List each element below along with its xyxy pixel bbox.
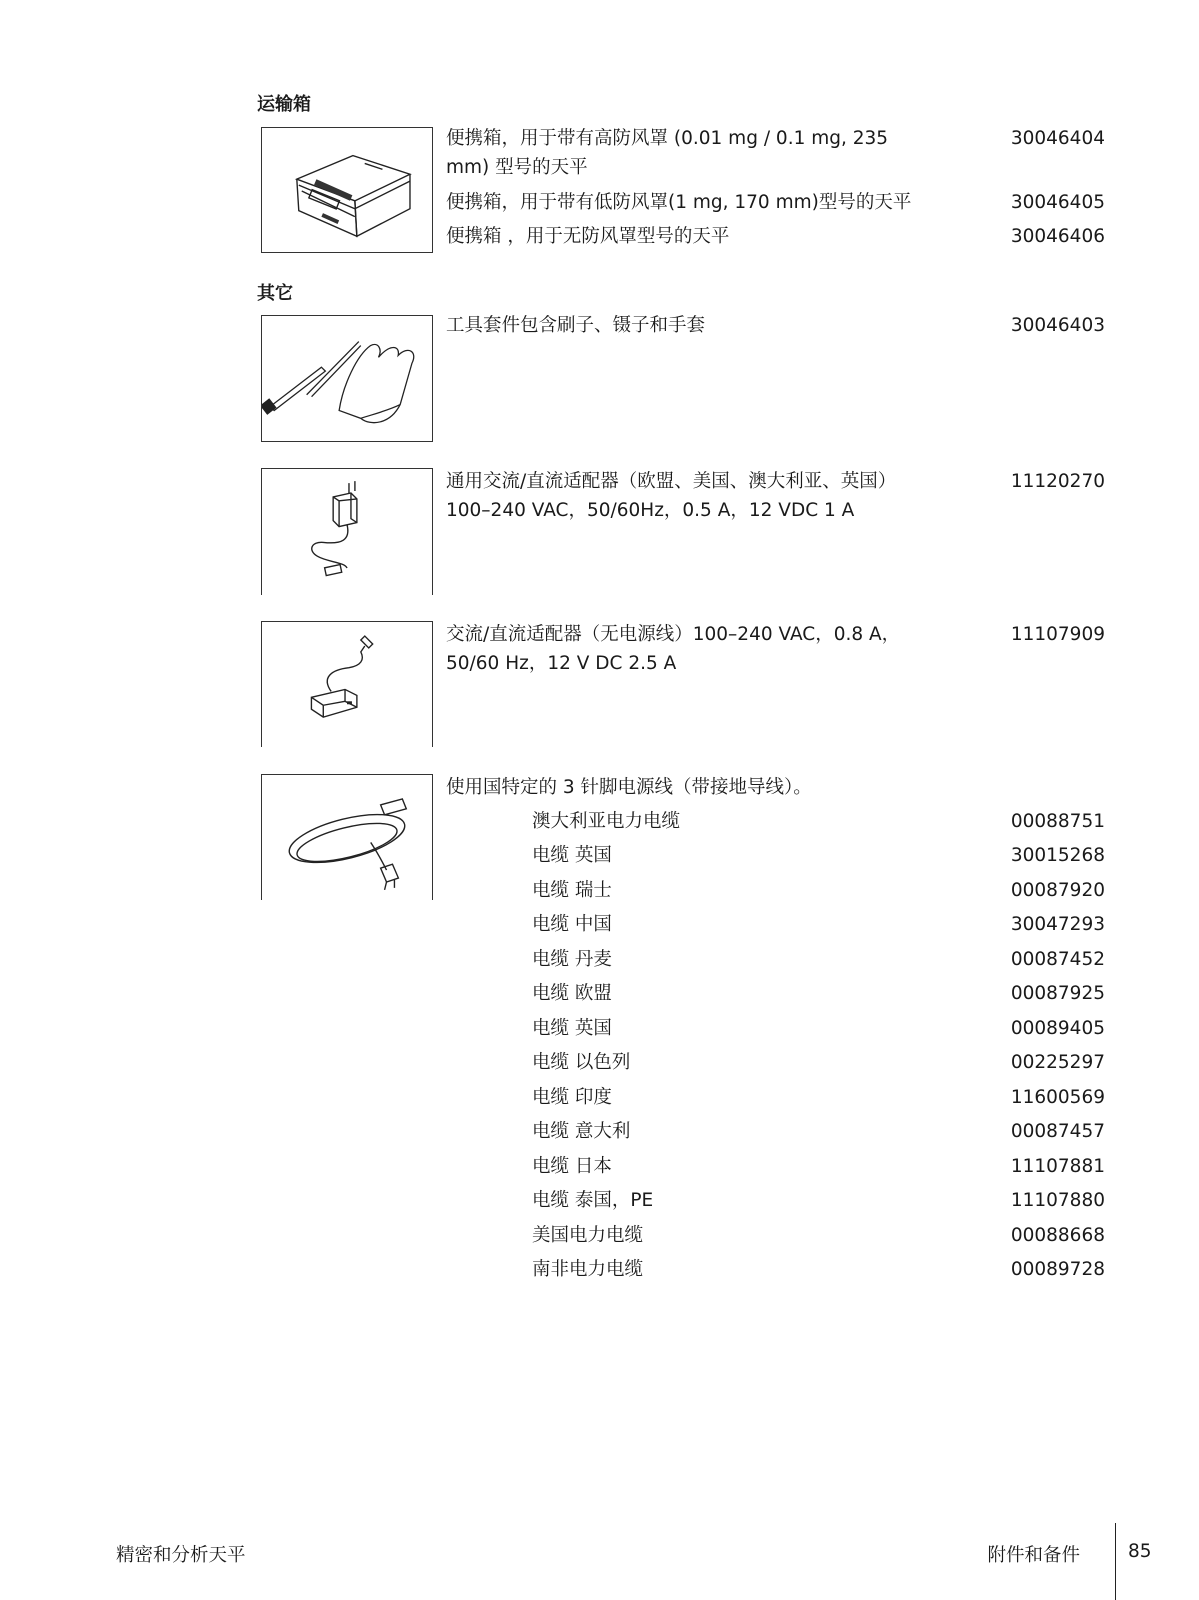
carrying-case-illustration: [262, 128, 432, 252]
cable-number: 11107881: [1010, 1156, 1105, 1177]
cable-number: 00087452: [1010, 949, 1105, 970]
item-desc: 工具套件包含刷子、镊子和手套: [446, 315, 706, 336]
footer-section-title: 附件和备件: [987, 1545, 1080, 1566]
cable-name: 电缆 英国: [532, 1018, 612, 1039]
footer-divider: [1115, 1523, 1116, 1600]
cable-number: 30015268: [1010, 845, 1105, 866]
ac-dc-adapter-image: [261, 621, 433, 747]
item-desc: 便携箱，用于带有低防风罩(1 mg, 170 mm)型号的天平: [446, 192, 912, 213]
cable-name: 南非电力电缆: [532, 1259, 644, 1280]
item-desc: 使用国特定的 3 针脚电源线（带接地导线）。: [446, 777, 812, 798]
cable-name: 澳大利亚电力电缆: [532, 811, 681, 832]
universal-adapter-image: [261, 468, 433, 595]
cable-number: 00089405: [1010, 1018, 1105, 1039]
item-number: 11107909: [1010, 624, 1105, 645]
cable-name: 电缆 欧盟: [532, 983, 612, 1004]
cable-number: 11107880: [1010, 1190, 1105, 1211]
cable-number: 00225297: [1010, 1052, 1105, 1073]
cable-name: 电缆 以色列: [532, 1052, 631, 1073]
item-desc: 通用交流/直流适配器（欧盟、美国、澳大利亚、英国）100–240 VAC，50/60Hz，0.5 A，12 VDC 1 A: [446, 471, 897, 521]
brush-tweezers-gloves-illustration: [262, 316, 432, 441]
cable-name: 电缆 印度: [532, 1087, 612, 1108]
cable-number: 00088751: [1010, 811, 1105, 832]
cable-name: 电缆 中国: [532, 914, 612, 935]
page-number: 85: [1128, 1541, 1152, 1562]
item-number: 30046405: [1010, 192, 1105, 213]
power-cord-illustration: [262, 775, 432, 900]
cable-number: 00087457: [1010, 1121, 1105, 1142]
cable-name: 电缆 英国: [532, 845, 612, 866]
item-desc: 交流/直流适配器（无电源线）100–240 VAC，0.8 A，50/60 Hz，12 V DC 2.5 A: [446, 624, 901, 674]
tool-kit-image: [261, 315, 433, 442]
power-cord-image: [261, 774, 433, 900]
item-number: 30046404: [1010, 128, 1105, 149]
cable-number: 30047293: [1010, 914, 1105, 935]
footer-document-title: 精密和分析天平: [116, 1545, 246, 1566]
cable-name: 电缆 日本: [532, 1156, 612, 1177]
cable-number: 00087925: [1010, 983, 1105, 1004]
cable-name: 电缆 意大利: [532, 1121, 631, 1142]
carrying-case-image: [261, 127, 433, 253]
cable-number: 00089728: [1010, 1259, 1105, 1280]
cable-number: 11600569: [1010, 1087, 1105, 1108]
cable-name: 电缆 丹麦: [532, 949, 612, 970]
cable-name: 电缆 泰国，PE: [532, 1190, 654, 1211]
cable-name: 美国电力电缆: [532, 1225, 644, 1246]
item-number: 30046403: [1010, 315, 1105, 336]
wall-adapter-illustration: [262, 469, 432, 595]
item-number: 30046406: [1010, 226, 1105, 247]
desktop-adapter-illustration: [262, 622, 432, 747]
section-heading-other: 其它: [257, 283, 293, 304]
section-heading-transport: 运输箱: [257, 94, 311, 115]
cable-name: 电缆 瑞士: [532, 880, 612, 901]
cable-number: 00087920: [1010, 880, 1105, 901]
cable-number: 00088668: [1010, 1225, 1105, 1246]
item-number: 11120270: [1010, 471, 1105, 492]
item-desc: 便携箱 ，用于无防风罩型号的天平: [446, 226, 730, 247]
item-desc: 便携箱，用于带有高防风罩 (0.01 mg / 0.1 mg, 235 mm) 型号的天平: [446, 128, 889, 178]
